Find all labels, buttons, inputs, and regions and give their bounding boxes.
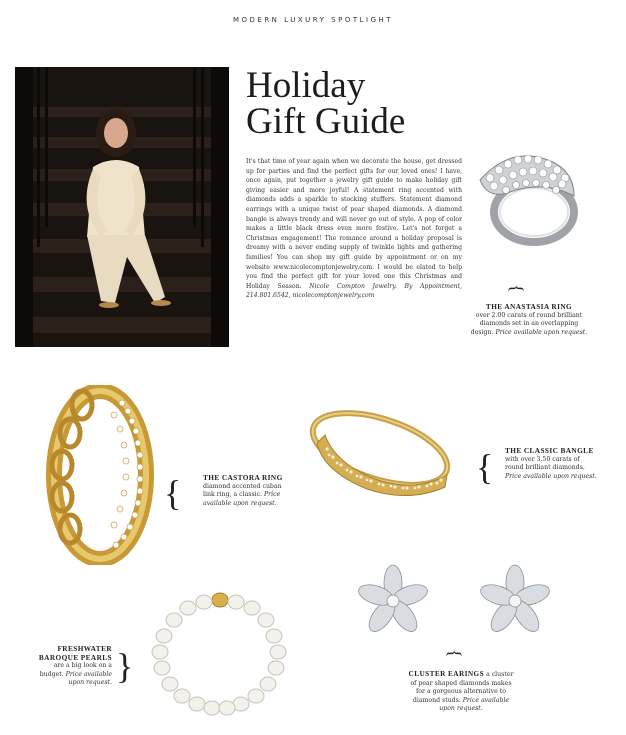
bangle-caption: THE CLASSIC BANGLE with over 3.50 carats of round brilliant diamonds. Price available upon request. (505, 446, 597, 480)
section-kicker: MODERN LUXURY SPOTLIGHT (232, 16, 394, 24)
article-signature: Nicole Compton Jewelry. By Appointment, 214.801.6542, nicolecomptonjewelry.com (246, 282, 462, 300)
castora-ring-image (40, 385, 160, 565)
divider-brace-top: { (506, 284, 527, 293)
earrings-caption: CLUSTER EARINGS a cluster of pear shaped diamonds makes for a gorgeous alternative to diamond studs. Price available upon request. (408, 669, 514, 713)
divider-brace-pearls: } (116, 646, 134, 686)
anastasia-caption: THE ANASTASIA RING over 2.00 carats of round brilliant diamonds set in an overlapping design. Price available upon request. (470, 302, 588, 336)
pearls-caption: FRESHWATER BAROQUE PEARLS are a big look on a budget. Price available upon request. (38, 644, 112, 687)
cluster-earrings-image (355, 563, 555, 643)
castora-caption: THE CASTORA RING diamond accented cuban link ring, a classic. Price available upon request. (203, 473, 283, 507)
divider-brace-castora: { (164, 473, 182, 513)
anastasia-ring-image (470, 140, 586, 256)
article-body: It's that time of year again when we decorate the house, get dressed up for parties and find the perfect gifts for our loved ones! I have, once again, put together a jewelry gift guide to make holiday gift giving easier and more joyful! A statement ring accented with diamonds adds a sparkle to stocking stuffers. Statement diamond earrings with a unique twist of pear shaped diamonds. A diamond bangle is always trendy and will never go out of style. A pop of color makes a little black dress even more festive. Let's not forget a Christmas engagement! The romance around a holiday proposal is dreamy with a never ending supply of twinkle lights and gathering families! You can shop my gift guide by appointment or on my website www.nicolecomptonjewelry.com. I would be elated to help you find the perfect gift for your loved one this Christmas and Holiday Season. Nicole Compton Jewelry. By Appointment, 214.801.6542, nicolecomptonjewelry.com (246, 158, 462, 300)
divider-brace-bottom: { (444, 649, 465, 658)
divider-brace-bangle: { (476, 447, 494, 487)
page-title: Holiday Gift Guide (246, 65, 406, 142)
portrait-photo (15, 67, 229, 347)
pearl-bracelet-image (150, 590, 290, 720)
classic-bangle-image (305, 405, 455, 500)
